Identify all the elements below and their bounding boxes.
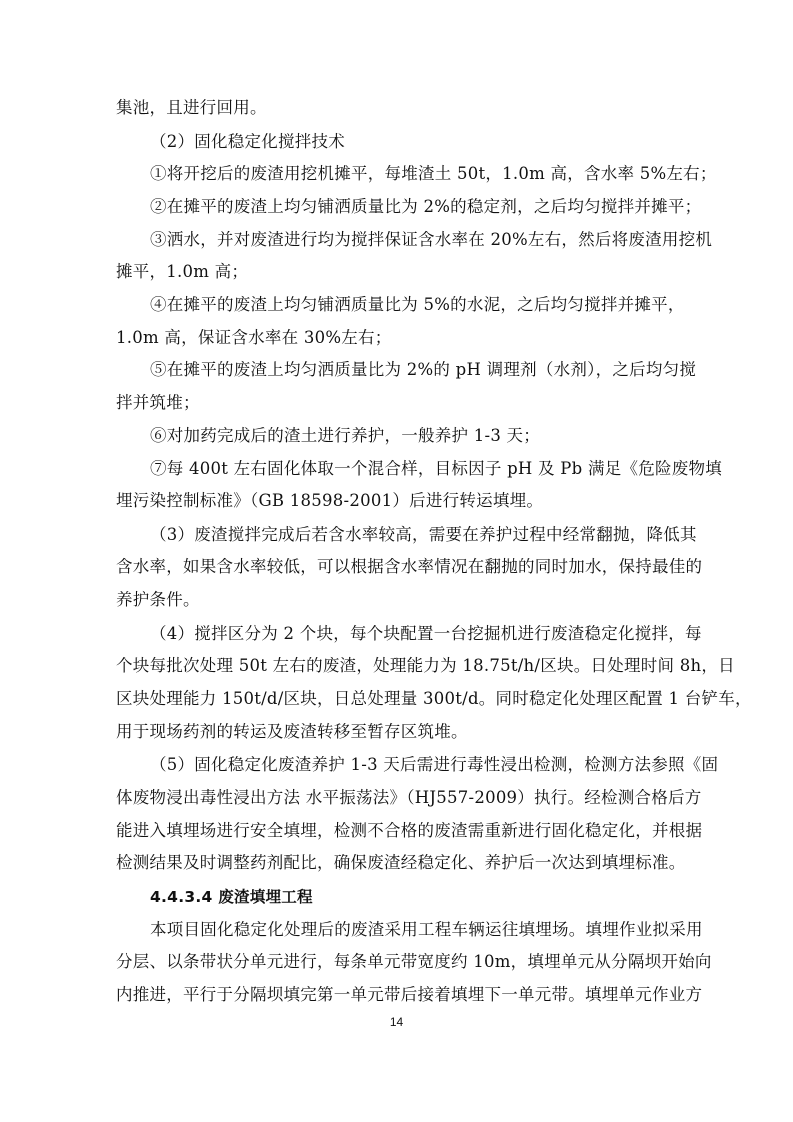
text-line: ③洒水，并对废渣进行均为搅拌保证含水率在 20%左右，然后将废渣用挖机 [150, 229, 713, 249]
text-line: 含水率，如果含水率较低，可以根据含水率情况在翻抛的同时加水，保持最佳的 [116, 557, 703, 577]
text-line: （4）搅拌区分为 2 个块，每个块配置一台挖掘机进行废渣稳定化搅拌，每 [150, 623, 702, 643]
text-line: 埋污染控制标准》（GB 18598-2001）后进行转运填埋。 [116, 491, 544, 511]
text-line: 集池，且进行回用。 [116, 98, 267, 117]
text-line: 内推进，平行于分隔坝填完第一单元带后接着填埋下一单元带。填埋单元作业方 [116, 985, 703, 1004]
text-line: 拌并筑堆； [116, 393, 200, 413]
text-line: ②在摊平的废渣上均匀铺洒质量比为 2%的稳定剂，之后均匀搅拌并摊平； [150, 196, 702, 216]
text-line: 区块处理能力 150t/d/区块，日总处理量 300t/d。同时稳定化处理区配置 1 台铲车， [116, 689, 752, 708]
page-number: 14 [389, 1015, 404, 1029]
text-line: ④在摊平的废渣上均匀铺洒质量比为 5%的水泥，之后均匀搅拌并摊平， [150, 295, 685, 314]
section-subheading: （2）固化稳定化搅拌技术 [150, 131, 345, 151]
text-line: ⑥对加药完成后的渣土进行养护，一般养护 1-3 天； [150, 425, 541, 445]
text-line: 1.0m 高，保证含水率在 30%左右； [116, 327, 392, 347]
text-line: 能进入填埋场进行安全填埋，检测不合格的废渣需重新进行固化稳定化，并根据 [116, 820, 703, 840]
text-line: ①将开挖后的废渣用挖机摊平，每堆渣土 50t，1.0m 高，含水率 5%左右； [150, 164, 717, 184]
text-line: （3）废渣搅拌完成后若含水率较高，需要在养护过程中经常翻抛，降低其 [150, 524, 697, 544]
text-line: 本项目固化稳定化处理后的废渣采用工程车辆运往填埋场。填埋作业拟采用 [150, 919, 703, 939]
text-line: （5）固化稳定化废渣养护 1-3 天后需进行毒性浸出检测，检测方法参照《固 [150, 755, 719, 775]
text-line: 体废物浸出毒性浸出方法 水平振荡法》（HJ557-2009）执行。经检测合格后方 [116, 788, 702, 807]
text-line: 摊平，1.0m 高； [116, 262, 249, 282]
text-line: ⑤在摊平的废渣上均匀洒质量比为 2%的 pH 调理剂（水剂），之后均匀搅 [150, 360, 697, 380]
section-heading: 4.4.3.4 废渣填埋工程 [150, 887, 313, 906]
text-line: 分层、以条带状分单元进行，每条单元带宽度约 10m，填埋单元从分隔坝开始向 [116, 952, 712, 972]
text-line: 用于现场药剂的转运及废渣转移至暂存区筑堆。 [116, 721, 468, 741]
text-line: 检测结果及时调整药剂配比，确保废渣经稳定化、养护后一次达到填埋标准。 [116, 853, 686, 873]
text-line: 养护条件。 [116, 590, 200, 610]
text-line: ⑦每 400t 左右固化体取一个混合样，目标因子 pH 及 Pb 满足《危险废物填 [150, 458, 722, 478]
text-line: 个块每批次处理 50t 左右的废渣，处理能力为 18.75t/h/区块。日处理时间 8h，日 [116, 656, 735, 676]
